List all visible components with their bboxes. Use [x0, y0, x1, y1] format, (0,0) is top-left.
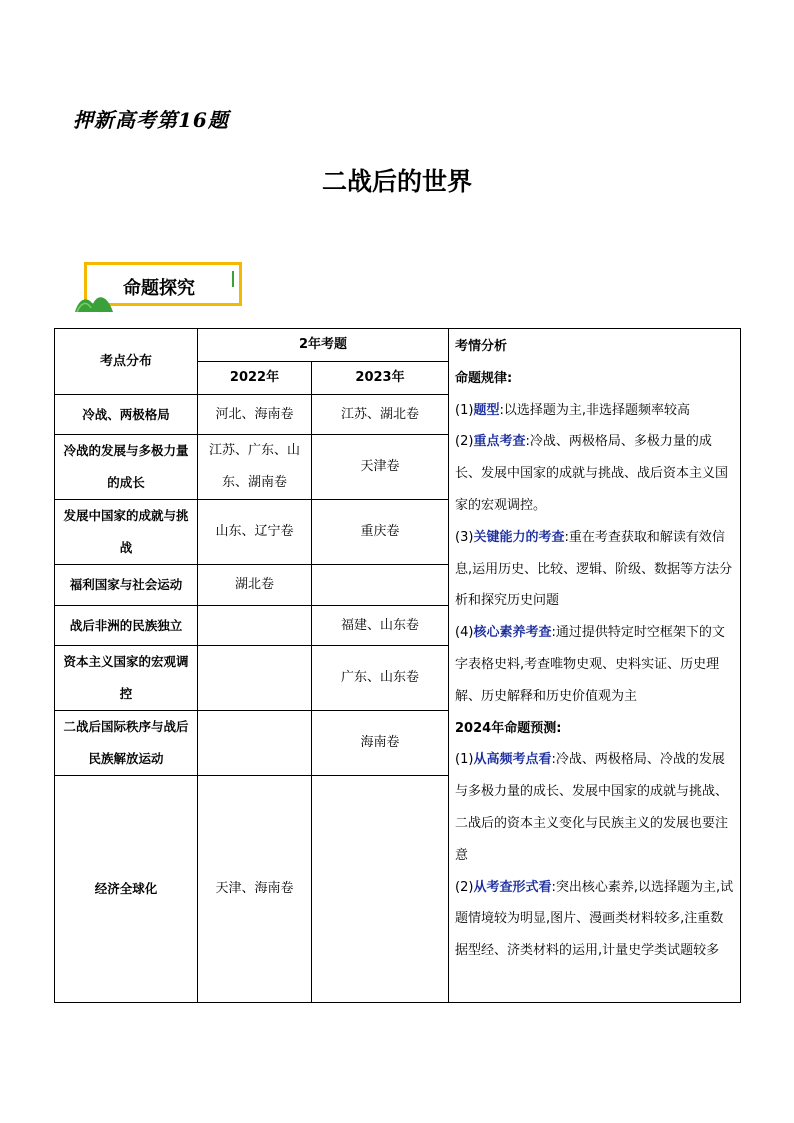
topic-cell: 经济全球化 — [55, 776, 198, 1003]
col-header-years: 2年考题 — [198, 329, 449, 362]
analysis-heading: 考情分析 — [455, 339, 508, 354]
year-2022-cell: 湖北卷 — [198, 565, 312, 606]
topic-cell: 二战后国际秩序与战后民族解放运动 — [55, 711, 198, 776]
topic-cell: 战后非洲的民族独立 — [55, 606, 198, 646]
badge-label: 命题探究 — [123, 278, 195, 299]
year-2023-cell: 天津卷 — [312, 435, 449, 500]
year-2022-cell: 天津、海南卷 — [198, 776, 312, 1003]
year-2022-cell: 河北、海南卷 — [198, 395, 312, 435]
year-2022-cell — [198, 606, 312, 646]
year-2023-cell: 广东、山东卷 — [312, 646, 449, 711]
rule-item-3: (3)关键能力的考查:重在考查获取和解读有效信息,运用历史、比较、逻辑、阶级、数据等方法分析和探究历史问题 — [455, 529, 733, 609]
topic-cell: 福利国家与社会运动 — [55, 565, 198, 606]
analysis-cell — [449, 329, 741, 1003]
forecast-heading: 2024年命题预测: — [455, 720, 562, 736]
year-2022-cell — [198, 646, 312, 711]
year-2022-cell — [198, 711, 312, 776]
rule-heading: 命题规律: — [455, 370, 513, 386]
col-header-topic: 考点分布 — [55, 329, 198, 395]
year-2023-cell: 福建、山东卷 — [312, 606, 449, 646]
rule-item-1: (1)题型:以选择题为主,非选择题频率较高 — [455, 402, 690, 418]
topic-cell: 冷战的发展与多极力量的成长 — [55, 435, 198, 500]
topic-cell: 发展中国家的成就与挑战 — [55, 500, 198, 565]
header-title: 押新高考第16题 — [73, 108, 229, 132]
topic-cell: 资本主义国家的宏观调控 — [55, 646, 198, 711]
year-2023-cell: 重庆卷 — [312, 500, 449, 565]
page-title: 二战后的世界 — [321, 167, 472, 196]
year-2023-cell — [312, 565, 449, 606]
topic-cell: 冷战、两极格局 — [55, 395, 198, 435]
year-2022-cell: 山东、辽宁卷 — [198, 500, 312, 565]
col-header-2023: 2023年 — [312, 362, 449, 395]
forecast-item-1: (1)从高频考点看:冷战、两极格局、冷战的发展与多极力量的成长、发展中国家的成就与挑战、二战后的资本主义变化与民族主义的发展也要注意 — [455, 752, 729, 863]
exam-analysis-table — [54, 328, 741, 1003]
year-2023-cell — [312, 776, 449, 1003]
forecast-item-2: (2)从考查形式看:突出核心素养,以选择题为主,试题情境较为明显,图片、漫画类材料较多,注重数据型经、济类材料的运用,计量史学类试题较多 — [455, 879, 734, 959]
badge-accent-bar — [232, 271, 234, 287]
rule-item-4: (4)核心素养考查:通过提供特定时空框架下的文字表格史料,考查唯物史观、史料实证、历史理解、历史解释和历史价值观为主 — [455, 625, 725, 704]
rule-item-2: (2)重点考查:冷战、两极格局、多极力量的成长、发展中国家的成就与挑战、战后资本主义国家的宏观调控。 — [455, 434, 729, 513]
year-2022-cell: 江苏、广东、山东、湖南卷 — [198, 435, 312, 500]
hills-icon — [75, 290, 113, 312]
year-2023-cell: 江苏、湖北卷 — [312, 395, 449, 435]
year-2023-cell: 海南卷 — [312, 711, 449, 776]
col-header-2022: 2022年 — [198, 362, 312, 395]
